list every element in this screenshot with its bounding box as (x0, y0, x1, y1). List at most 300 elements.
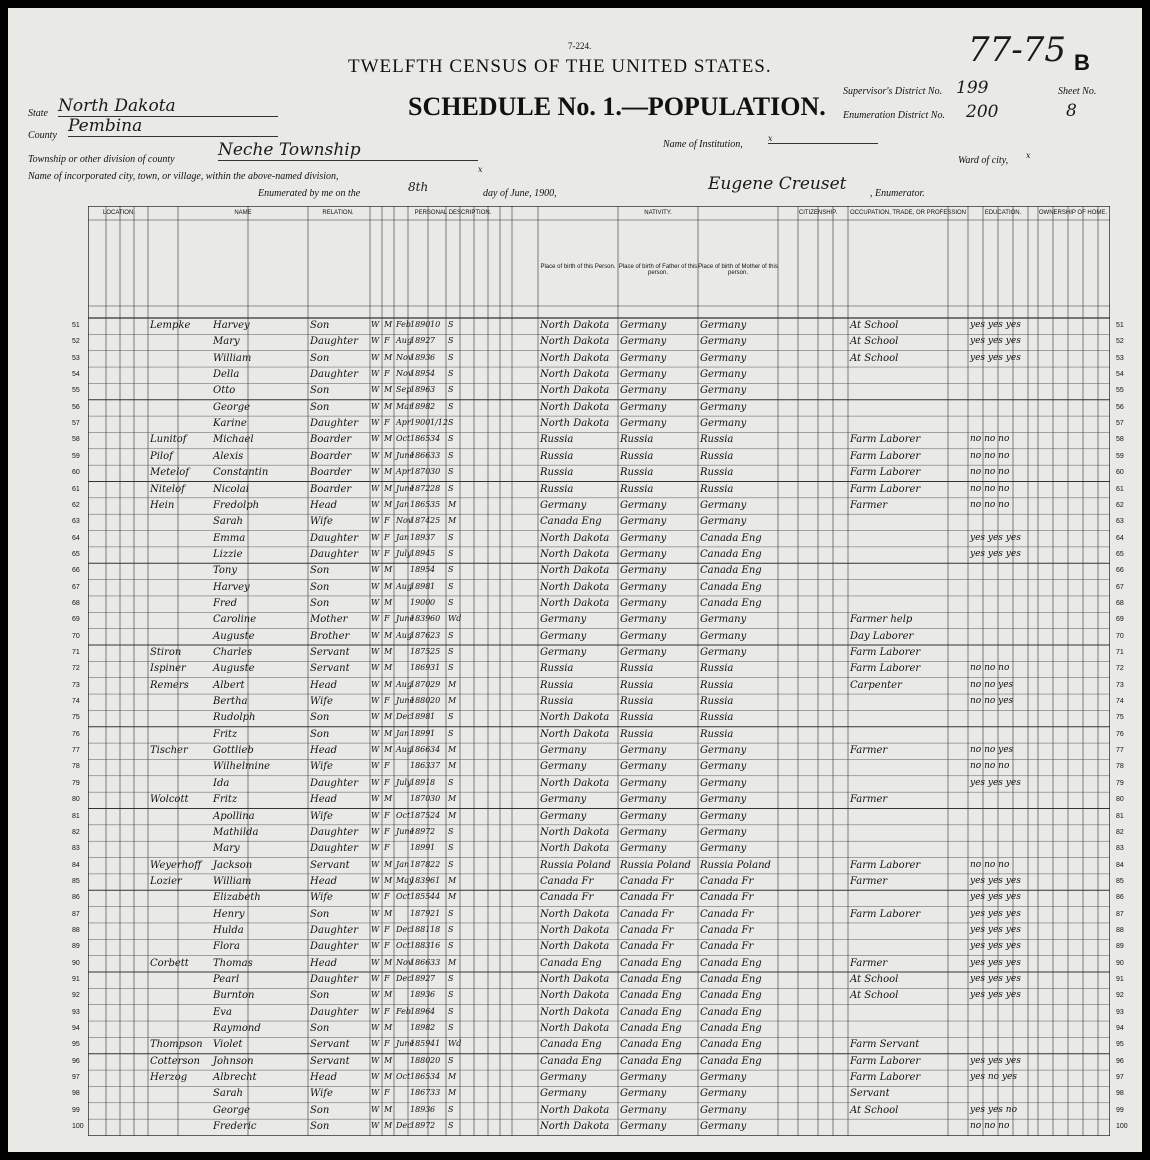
cell-father-birthplace: Germany (620, 843, 667, 855)
cell-sex: F (384, 843, 390, 853)
row-number: 74 (1116, 698, 1124, 706)
cell-given-name: Pearl (213, 974, 240, 985)
cell-birthplace: North Dakota (540, 597, 610, 609)
cell-birth-year: 1879 (410, 908, 431, 918)
row-number: 85 (72, 877, 80, 885)
cell-race: W (371, 352, 380, 362)
cell-occupation: Farm Laborer (850, 450, 921, 462)
cell-birth-month: Jan (396, 532, 410, 542)
city-value: x (478, 165, 483, 174)
cell-race: W (371, 810, 380, 820)
row-number: 97 (72, 1074, 80, 1082)
cell-relation: Boarder (310, 483, 352, 495)
row-number: 81 (1116, 812, 1124, 820)
cell-birthplace: Canada Eng (540, 1055, 602, 1067)
row-number: 81 (72, 812, 80, 820)
cell-race: W (371, 892, 380, 902)
cell-surname: Hein (150, 499, 175, 511)
row-number: 55 (1116, 387, 1124, 395)
cell-marital-status: S (448, 908, 454, 918)
supervisor-label: Supervisor's District No. (843, 86, 943, 97)
cell-father-birthplace: Canada Eng (620, 1039, 682, 1051)
cell-father-birthplace: Germany (620, 1088, 667, 1100)
cell-mother-birthplace: Canada Eng (700, 532, 762, 544)
cell-birthplace: Canada Fr (540, 892, 594, 904)
cell-birth-month: Oct (396, 1072, 411, 1082)
cell-mother-birthplace: Russia (700, 696, 734, 708)
row-number: 87 (72, 910, 80, 918)
cell-relation: Son (310, 990, 330, 1002)
row-number: 96 (1116, 1057, 1124, 1065)
cell-age: 1 (430, 843, 436, 853)
cell-sex: M (384, 320, 393, 329)
cell-birth-year: 1870 (410, 794, 431, 804)
cell-sex: F (384, 418, 390, 428)
cell-race: W (371, 581, 380, 591)
cell-sex: M (384, 990, 393, 1000)
cell-given-name: Albrecht (213, 1072, 257, 1084)
cell-relation: Daughter (310, 777, 358, 789)
cell-mother-birthplace: Germany (700, 516, 747, 528)
cell-race: W (371, 630, 380, 640)
cell-birth-year: 1898 (410, 581, 431, 591)
cell-race: W (371, 499, 380, 509)
cell-race: W (371, 843, 380, 853)
cell-given-name: Michael (213, 434, 254, 446)
cell-age: 2 (430, 1023, 436, 1033)
row-number: 58 (72, 436, 80, 444)
cell-birthplace: Germany (540, 647, 587, 658)
cell-father-birthplace: Russia Poland (620, 859, 691, 871)
cell-marital-status: S (448, 1055, 454, 1065)
cell-father-birthplace: Germany (620, 532, 667, 544)
row-number: 56 (72, 403, 80, 411)
cell-race: W (371, 483, 380, 493)
cell-race: W (371, 794, 380, 804)
row-number: 82 (1116, 828, 1124, 836)
cell-birth-year: 1839 (410, 875, 431, 885)
cell-relation: Brother (310, 630, 350, 642)
cell-sex: M (384, 565, 393, 575)
cell-mother-birthplace: Russia (700, 450, 734, 462)
row-number: 75 (1116, 714, 1124, 722)
cell-father-birthplace: Germany (620, 794, 667, 806)
cell-given-name: Mary (213, 336, 240, 348)
cell-education: yes yes yes (970, 875, 1021, 886)
cell-race: W (371, 859, 380, 869)
enumeration-value: 200 (966, 102, 999, 122)
county-value: Pembina (68, 116, 278, 137)
cell-relation: Son (310, 352, 330, 364)
cell-occupation: At School (850, 974, 899, 985)
cell-given-name: Nicolai (213, 483, 249, 495)
cell-birth-year: 1893 (410, 352, 431, 362)
cell-birth-year: 1895 (410, 565, 431, 575)
cell-birthplace: North Dakota (540, 532, 610, 544)
cell-sex: M (384, 908, 393, 918)
cell-age: 20 (430, 1055, 441, 1065)
cell-occupation: Farmer (850, 499, 888, 511)
cell-birth-month: May (396, 875, 414, 885)
cell-birth-year: 1897 (410, 826, 431, 836)
row-number: 92 (1116, 992, 1124, 1000)
cell-relation: Boarder (310, 450, 352, 462)
cell-birth-year: 1875 (410, 647, 431, 656)
cell-marital-status: S (448, 581, 454, 591)
row-number: 99 (1116, 1106, 1124, 1114)
cell-birthplace: Germany (540, 810, 587, 822)
row-number: 90 (72, 959, 80, 967)
cell-age: 7 (430, 532, 436, 542)
row-number: 79 (1116, 779, 1124, 787)
cell-education: yes yes yes (970, 941, 1021, 952)
cell-race: W (371, 1023, 380, 1033)
cell-marital-status: S (448, 990, 454, 1000)
cell-mother-birthplace: Germany (700, 810, 747, 822)
cell-mother-birthplace: Germany (700, 369, 747, 381)
cell-birthplace: Germany (540, 499, 587, 511)
cell-birthplace: North Dakota (540, 565, 610, 577)
cell-given-name: Fred (213, 597, 238, 609)
cell-age: 29 (430, 679, 441, 689)
cell-marital-status: S (448, 1006, 454, 1016)
cell-marital-status: S (448, 924, 454, 934)
cell-mother-birthplace: Russia (700, 728, 734, 740)
row-number: 89 (1116, 943, 1124, 951)
cell-given-name: George (213, 401, 251, 413)
cell-father-birthplace: Germany (620, 630, 667, 642)
cell-birth-year: 1883 (410, 941, 431, 951)
cell-race: W (371, 761, 380, 771)
cell-sex: M (384, 1055, 393, 1065)
row-number: 62 (1116, 501, 1124, 509)
cell-education: yes yes yes (970, 777, 1021, 788)
cell-relation: Daughter (310, 843, 358, 855)
cell-birthplace: Russia (540, 679, 574, 691)
cell-birth-year: 1878 (410, 859, 431, 869)
cell-sex: M (384, 1072, 393, 1082)
cell-birth-year: 1874 (410, 516, 431, 526)
cell-education: yes yes yes (970, 320, 1021, 330)
cell-birthplace: North Dakota (540, 1023, 610, 1035)
col-group-nativity: NATIVITY. (644, 210, 672, 216)
cell-surname: Nitelof (150, 483, 185, 495)
row-number: 68 (1116, 599, 1124, 607)
row-number: 68 (72, 599, 80, 607)
cell-race: W (371, 974, 380, 983)
row-number: 52 (72, 338, 80, 346)
cell-occupation: At School (850, 336, 899, 348)
cell-relation: Daughter (310, 532, 358, 544)
cell-education: no no no (970, 450, 1010, 461)
cell-marital-status: S (448, 1104, 454, 1114)
cell-birthplace: Canada Eng (540, 1039, 602, 1051)
cell-birth-month: Apr (396, 467, 411, 477)
cell-marital-status: S (448, 859, 454, 869)
row-number: 57 (72, 420, 80, 428)
cell-race: W (371, 1055, 380, 1065)
cell-marital-status: S (448, 728, 454, 738)
cell-relation: Head (310, 957, 338, 969)
cell-relation: Daughter (310, 924, 358, 936)
cell-birth-year: 1891 (410, 777, 431, 787)
cell-birthplace: Germany (540, 745, 587, 757)
cell-surname: Wolcott (150, 794, 189, 806)
cell-marital-status: S (448, 467, 454, 477)
cell-marital-status: S (448, 320, 454, 329)
cell-relation: Servant (310, 1039, 350, 1051)
cell-father-birthplace: Germany (620, 336, 667, 348)
cell-father-birthplace: Germany (620, 777, 667, 789)
cell-occupation: At School (850, 990, 899, 1002)
row-number: 57 (1116, 420, 1124, 428)
cell-education: no no yes (970, 696, 1014, 707)
cell-father-birthplace: Germany (620, 810, 667, 822)
cell-given-name: Henry (213, 908, 245, 920)
cell-surname: Lempke (150, 320, 191, 331)
cell-relation: Son (310, 712, 330, 724)
cell-relation: Son (310, 581, 330, 593)
enumerated-label: Enumerated by me on the (258, 188, 361, 199)
cell-occupation: Farm Laborer (850, 647, 921, 658)
cell-sex: F (384, 1088, 390, 1098)
row-number: 92 (72, 992, 80, 1000)
row-number: 52 (1116, 338, 1124, 346)
cell-surname: Tischer (150, 745, 188, 757)
cell-given-name: Constantin (213, 467, 269, 479)
cell-birthplace: North Dakota (540, 1121, 610, 1133)
col-group-relation: RELATION. (322, 210, 354, 216)
cell-relation: Servant (310, 663, 350, 675)
cell-marital-status: S (448, 450, 454, 460)
cell-mother-birthplace: Russia Poland (700, 859, 771, 871)
cell-marital-status: S (448, 369, 454, 379)
cell-birthplace: North Dakota (540, 581, 610, 593)
cell-sex: M (384, 679, 393, 689)
cell-marital-status: S (448, 418, 454, 428)
cell-race: W (371, 941, 380, 951)
cell-relation: Head (310, 794, 338, 806)
cell-birth-year: 1870 (410, 467, 431, 477)
cell-mother-birthplace: Germany (700, 745, 747, 757)
cell-birthplace: Germany (540, 1088, 587, 1100)
cell-father-birthplace: Germany (620, 761, 667, 773)
cell-race: W (371, 369, 380, 379)
row-number: 89 (72, 943, 80, 951)
cell-sex: M (384, 957, 393, 967)
cell-mother-birthplace: Canada Eng (700, 957, 762, 969)
row-number: 67 (1116, 583, 1124, 591)
cell-age: 34 (430, 434, 441, 444)
cell-father-birthplace: Canada Eng (620, 1055, 682, 1067)
cell-education: yes yes no (970, 1104, 1017, 1115)
cell-sex: M (384, 483, 393, 493)
row-number: 67 (72, 583, 80, 591)
cell-mother-birthplace: Germany (700, 761, 747, 773)
cell-birth-month: Apr (396, 418, 411, 428)
row-number: 73 (72, 681, 80, 689)
cell-birth-year: 1892 (410, 336, 431, 346)
cell-age: 30 (430, 467, 441, 477)
row-number: 51 (72, 322, 80, 329)
row-number: 90 (1116, 959, 1124, 967)
cell-sex: F (384, 336, 390, 346)
cell-marital-status: Wd (448, 614, 462, 624)
cell-father-birthplace: Germany (620, 745, 667, 757)
cell-relation: Son (310, 597, 330, 609)
cell-age: 30 (430, 794, 441, 804)
cell-birthplace: North Dakota (540, 941, 610, 953)
cell-sex: F (384, 761, 390, 771)
cell-race: W (371, 990, 380, 1000)
cell-birthplace: Canada Eng (540, 516, 602, 528)
ward-value: x (1026, 151, 1031, 160)
cell-given-name: Eva (213, 1006, 232, 1018)
row-number: 65 (72, 550, 80, 558)
cell-birthplace: North Dakota (540, 336, 610, 348)
cell-relation: Daughter (310, 548, 358, 560)
cell-birth-year: 1866 (410, 450, 431, 460)
cell-sex: M (384, 401, 393, 411)
cell-sex: F (384, 1039, 390, 1049)
cell-relation: Boarder (310, 434, 352, 446)
schedule-title: SCHEDULE No. 1.—POPULATION. (408, 92, 826, 121)
cell-marital-status: S (448, 401, 454, 411)
cell-sex: M (384, 434, 393, 444)
cell-sex: M (384, 450, 393, 460)
row-number: 77 (1116, 747, 1124, 755)
cell-relation: Daughter (310, 826, 358, 838)
cell-relation: Son (310, 728, 330, 740)
cell-occupation: At School (850, 1104, 899, 1116)
cell-sex: F (384, 548, 390, 558)
cell-birth-year: 1865 (410, 1072, 431, 1082)
cell-birthplace: Germany (540, 761, 587, 773)
cell-race: W (371, 548, 380, 558)
cell-birth-month: Jan (396, 728, 410, 738)
cell-father-birthplace: Germany (620, 1104, 667, 1116)
cell-age: 33 (430, 957, 441, 967)
cell-birth-year: 1870 (410, 679, 431, 689)
cell-mother-birthplace: Canada Eng (700, 597, 762, 609)
cell-occupation: Farmer help (850, 614, 913, 626)
row-number: 87 (1116, 910, 1124, 918)
cell-relation: Servant (310, 647, 350, 658)
cell-education: yes yes yes (970, 548, 1021, 559)
cell-age: 1 (430, 581, 436, 591)
cell-birthplace: North Dakota (540, 320, 610, 331)
cell-birth-month: Oct (396, 434, 411, 444)
cell-race: W (371, 1006, 380, 1016)
cell-given-name: Flora (213, 941, 240, 953)
cell-given-name: Johnson (213, 1055, 254, 1067)
institution-value: x (768, 134, 878, 144)
cell-birth-year: 1900 (410, 597, 431, 607)
cell-mother-birthplace: Canada Eng (700, 548, 762, 560)
cell-marital-status: M (448, 516, 457, 526)
cell-given-name: Fritz (213, 728, 238, 740)
cell-birth-month: June (396, 483, 415, 493)
cell-birthplace: North Dakota (540, 908, 610, 920)
row-number: 78 (1116, 763, 1124, 771)
cell-sex: M (384, 875, 393, 885)
cell-sex: F (384, 974, 390, 983)
cell-birth-month: Aug (396, 630, 413, 640)
cell-race: W (371, 1088, 380, 1098)
cell-father-birthplace: Russia (620, 450, 654, 462)
cell-age: 44 (430, 892, 441, 902)
cell-given-name: George (213, 1104, 251, 1116)
row-number: 95 (72, 1041, 80, 1049)
cell-birth-month: Aug (396, 745, 413, 755)
cell-given-name: Fritz (213, 794, 238, 806)
col-group-education: EDUCATION. (984, 210, 1022, 216)
cell-surname: Stiron (150, 647, 182, 658)
cell-birthplace: Russia (540, 434, 574, 446)
cell-occupation: Farmer (850, 957, 888, 969)
cell-relation: Head (310, 679, 338, 691)
handwritten-stamp: 77-75 (968, 30, 1067, 70)
cell-age: 5 (430, 548, 436, 558)
cell-birthplace: Germany (540, 1072, 587, 1084)
row-number: 91 (1116, 976, 1124, 983)
cell-education: no no no (970, 761, 1010, 772)
cell-birth-month: July (396, 777, 412, 787)
row-number: 55 (72, 387, 80, 395)
cell-age: 60 (430, 614, 441, 624)
row-number: 94 (1116, 1025, 1124, 1033)
cell-father-birthplace: Germany (620, 320, 667, 331)
cell-birth-year: 1896 (410, 385, 431, 395)
cell-given-name: Albert (213, 679, 245, 691)
cell-birthplace: North Dakota (540, 843, 610, 855)
enumeration-label: Enumeration District No. (843, 110, 945, 121)
cell-occupation: Farmer (850, 875, 888, 887)
cell-age: 1 (430, 712, 436, 722)
cell-occupation: Farm Laborer (850, 859, 921, 871)
cell-relation: Son (310, 401, 330, 413)
cell-marital-status: M (448, 810, 457, 820)
cell-father-birthplace: Canada Fr (620, 875, 674, 887)
cell-relation: Son (310, 320, 330, 331)
row-number: 71 (72, 649, 80, 656)
cell-relation: Wife (310, 810, 333, 822)
cell-father-birthplace: Russia (620, 679, 654, 691)
cell-birth-year: 1867 (410, 1088, 431, 1098)
cell-relation: Daughter (310, 974, 358, 985)
cell-education: yes yes yes (970, 957, 1021, 968)
row-number: 88 (1116, 926, 1124, 934)
cell-age: 41 (430, 1039, 441, 1049)
cell-age: 10 (430, 320, 441, 329)
cell-age: 31 (430, 663, 441, 673)
cell-given-name: Wilhelmine (213, 761, 271, 773)
cell-father-birthplace: Germany (620, 418, 667, 430)
cell-education: no no yes (970, 679, 1014, 690)
cell-surname: Lunitof (150, 434, 187, 446)
cell-marital-status: M (448, 745, 457, 755)
cell-birth-month: June (396, 450, 415, 460)
cell-birth-year: 1898 (410, 401, 431, 411)
cell-marital-status: S (448, 712, 454, 722)
cell-mother-birthplace: Germany (700, 614, 747, 626)
cell-race: W (371, 401, 380, 411)
cell-age: 24 (430, 810, 441, 820)
cell-birth-month: Mar (396, 401, 413, 411)
row-number: 79 (72, 779, 80, 787)
cell-given-name: Fredolph (213, 499, 260, 511)
cell-mother-birthplace: Canada Eng (700, 990, 762, 1002)
